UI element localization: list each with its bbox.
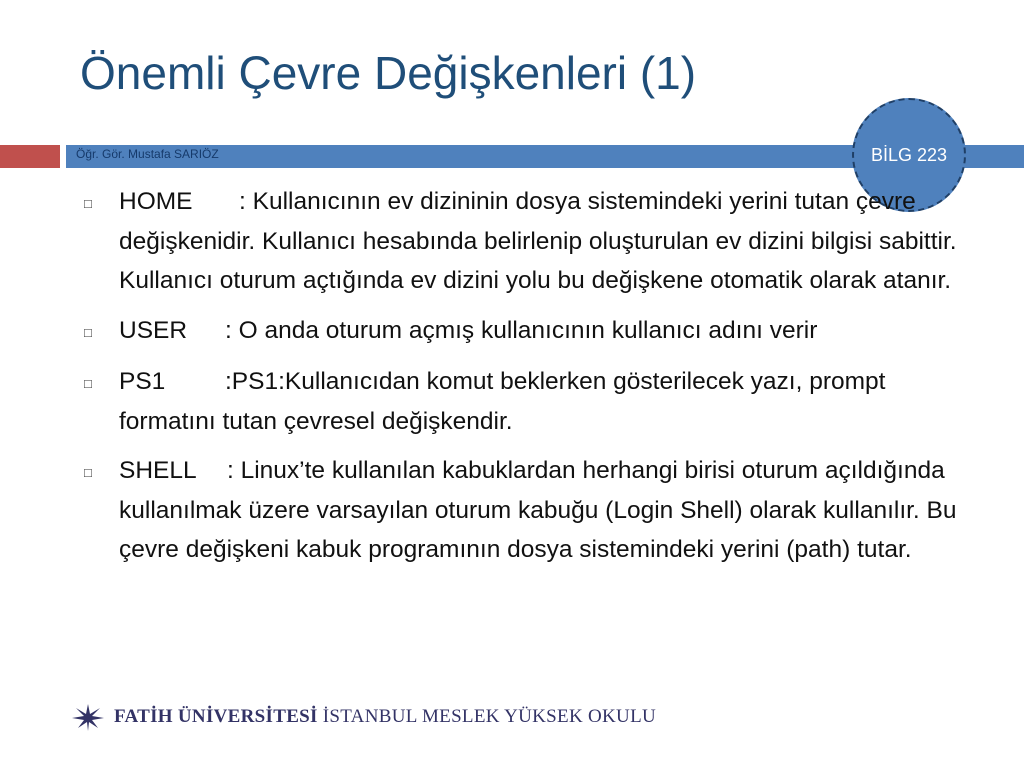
header-band-accent — [0, 145, 60, 168]
item-term: PS1 — [119, 368, 166, 395]
slide-title: Önemli Çevre Değişkenleri (1) — [80, 47, 697, 99]
item-description: : Linux’te kullanılan kabuklardan herhangi birisi oturum açıldığında kullanılmak üzere varsayılan oturum kabuğu (Login Shell) olarak kullanılır. Bu çevre değişkeni kabuk programının dosya sistemindeki yerini (path) tutar. — [119, 457, 957, 563]
university-emblem-icon — [70, 702, 106, 732]
item-text — [119, 451, 984, 570]
author-label: Öğr. Gör. Mustafa SARIÖZ — [76, 147, 219, 161]
item-description: : O anda oturum açmış kullanıcının kullanıcı adını verir — [225, 316, 818, 344]
bullet-list — [84, 182, 984, 580]
footer-school: İSTANBUL MESLEK YÜKSEK OKULU — [322, 706, 657, 727]
course-badge-label: BİLG 223 — [870, 144, 948, 165]
item-description: : Kullanıcının ev dizininin dosya sistemindeki yerini tutan çevre değişkenidir. Kullanıcı hesabında belirlenip oluşturulan ev dizini bilgisi sabittir. Kullanıcı oturum açtığında ev dizini yolu bu değişkene otomatik olarak atanır. — [119, 188, 957, 294]
item-term: SHELL — [119, 457, 197, 484]
item-text — [119, 182, 984, 301]
footer-university: FATİH ÜNİVERSİTESİ — [114, 706, 318, 727]
square-bullet-icon: □ — [84, 376, 92, 391]
list-item — [84, 311, 984, 353]
item-text — [119, 362, 984, 441]
square-bullet-icon: □ — [84, 465, 92, 480]
list-item — [84, 451, 984, 570]
footer-text — [114, 706, 656, 728]
list-item — [84, 182, 984, 301]
square-bullet-icon: □ — [84, 196, 92, 211]
footer-logo — [70, 702, 656, 732]
item-term: USER — [119, 316, 188, 344]
square-bullet-icon: □ — [84, 324, 92, 340]
list-item — [84, 362, 984, 441]
item-description: :PS1:Kullanıcıdan komut beklerken gösterilecek yazı, prompt formatını tutan çevresel değişkendir. — [119, 368, 886, 435]
item-term: HOME — [119, 188, 193, 215]
item-text — [119, 311, 984, 353]
